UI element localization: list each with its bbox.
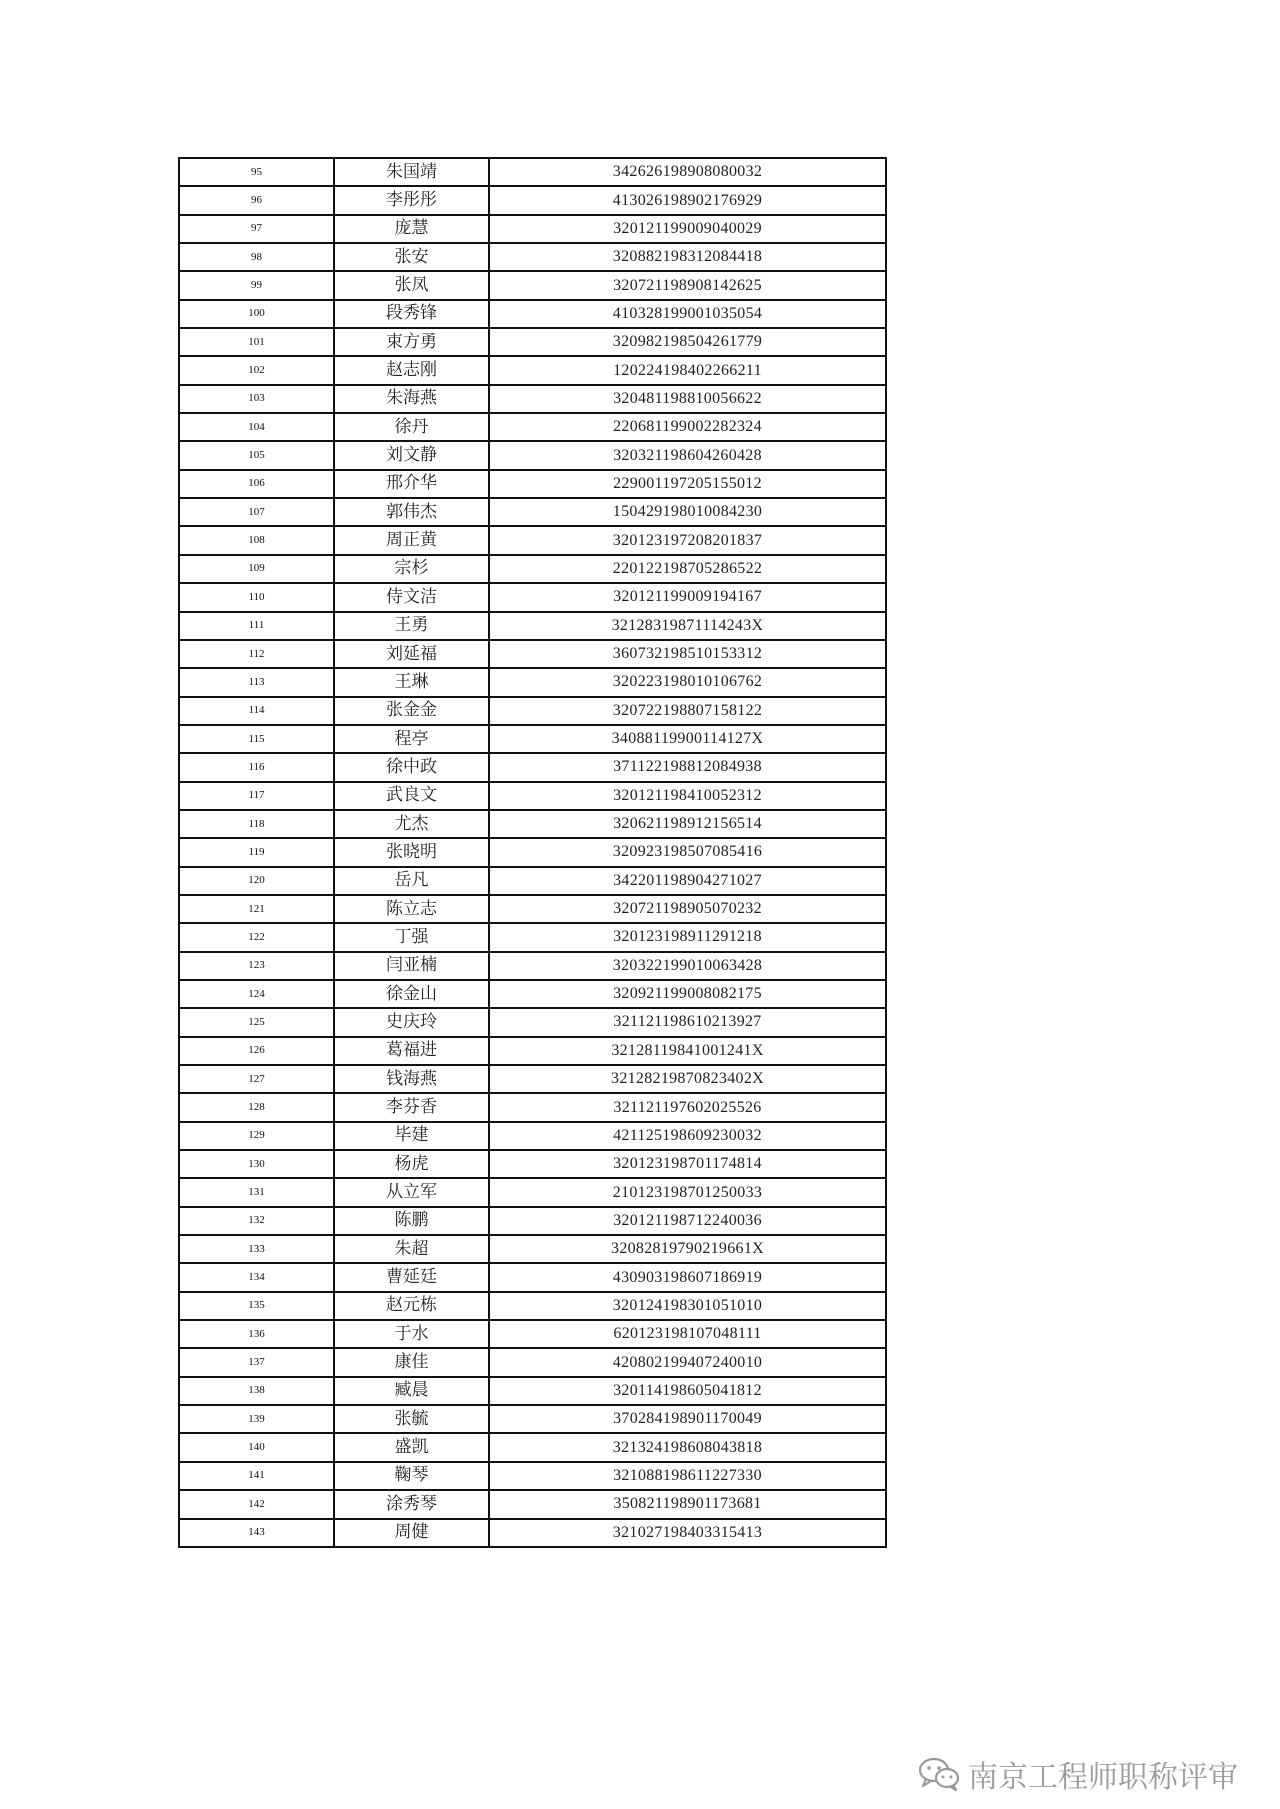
row-number: 102 bbox=[179, 356, 334, 384]
person-name: 从立军 bbox=[334, 1178, 489, 1206]
id-number: 320123198701174814 bbox=[489, 1150, 886, 1178]
id-number: 370284198901170049 bbox=[489, 1405, 886, 1433]
person-name: 赵志刚 bbox=[334, 356, 489, 384]
row-number: 115 bbox=[179, 725, 334, 753]
row-number: 117 bbox=[179, 782, 334, 810]
row-number: 140 bbox=[179, 1433, 334, 1461]
row-number: 143 bbox=[179, 1519, 334, 1547]
id-number: 321027198403315413 bbox=[489, 1519, 886, 1547]
id-number: 320722198807158122 bbox=[489, 697, 886, 725]
id-number: 32128119841001241X bbox=[489, 1037, 886, 1065]
table-row bbox=[179, 470, 886, 498]
row-number: 136 bbox=[179, 1320, 334, 1348]
row-number: 116 bbox=[179, 753, 334, 781]
row-number: 109 bbox=[179, 555, 334, 583]
table-row bbox=[179, 1490, 886, 1518]
id-number: 360732198510153312 bbox=[489, 640, 886, 668]
person-name: 朱国靖 bbox=[334, 158, 489, 186]
person-name: 丁强 bbox=[334, 923, 489, 951]
row-number: 141 bbox=[179, 1462, 334, 1490]
id-number: 320124198301051010 bbox=[489, 1292, 886, 1320]
row-number: 142 bbox=[179, 1490, 334, 1518]
table-row bbox=[179, 243, 886, 271]
person-name: 臧晨 bbox=[334, 1377, 489, 1405]
watermark bbox=[918, 1752, 1238, 1796]
person-name: 涂秀琴 bbox=[334, 1490, 489, 1518]
id-number: 320121199009040029 bbox=[489, 215, 886, 243]
table-row bbox=[179, 271, 886, 299]
row-number: 119 bbox=[179, 838, 334, 866]
id-number: 321121197602025526 bbox=[489, 1093, 886, 1121]
table-row bbox=[179, 356, 886, 384]
id-number: 421125198609230032 bbox=[489, 1122, 886, 1150]
table-row bbox=[179, 1348, 886, 1376]
id-number: 32128319871114243X bbox=[489, 612, 886, 640]
id-number: 320721198908142625 bbox=[489, 271, 886, 299]
row-number: 118 bbox=[179, 810, 334, 838]
person-name: 邢介华 bbox=[334, 470, 489, 498]
table-row bbox=[179, 1519, 886, 1547]
person-name: 刘延福 bbox=[334, 640, 489, 668]
id-number: 32082819790219661X bbox=[489, 1235, 886, 1263]
table-row bbox=[179, 640, 886, 668]
table-row bbox=[179, 923, 886, 951]
table-row bbox=[179, 186, 886, 214]
person-name: 庞慧 bbox=[334, 215, 489, 243]
id-number: 350821198901173681 bbox=[489, 1490, 886, 1518]
row-number: 131 bbox=[179, 1178, 334, 1206]
row-number: 95 bbox=[179, 158, 334, 186]
id-number: 320923198507085416 bbox=[489, 838, 886, 866]
id-number: 32128219870823402X bbox=[489, 1065, 886, 1093]
table-row bbox=[179, 980, 886, 1008]
id-number: 320121198410052312 bbox=[489, 782, 886, 810]
id-number: 320882198312084418 bbox=[489, 243, 886, 271]
id-number: 34088119900114127X bbox=[489, 725, 886, 753]
row-number: 106 bbox=[179, 470, 334, 498]
person-name: 郭伟杰 bbox=[334, 498, 489, 526]
row-number: 137 bbox=[179, 1348, 334, 1376]
id-number: 321324198608043818 bbox=[489, 1433, 886, 1461]
id-number: 371122198812084938 bbox=[489, 753, 886, 781]
row-number: 96 bbox=[179, 186, 334, 214]
person-name: 张金金 bbox=[334, 697, 489, 725]
id-number: 320481198810056622 bbox=[489, 385, 886, 413]
table-row bbox=[179, 300, 886, 328]
id-number: 420802199407240010 bbox=[489, 1348, 886, 1376]
table-row bbox=[179, 1207, 886, 1235]
row-number: 123 bbox=[179, 952, 334, 980]
person-name: 陈鹏 bbox=[334, 1207, 489, 1235]
id-number: 321088198611227330 bbox=[489, 1462, 886, 1490]
id-number: 321121198610213927 bbox=[489, 1008, 886, 1036]
person-name: 程亭 bbox=[334, 725, 489, 753]
person-name: 鞠琴 bbox=[334, 1462, 489, 1490]
person-name: 李芬香 bbox=[334, 1093, 489, 1121]
row-number: 124 bbox=[179, 980, 334, 1008]
table-row bbox=[179, 1008, 886, 1036]
id-number: 210123198701250033 bbox=[489, 1178, 886, 1206]
table-row bbox=[179, 1320, 886, 1348]
person-name: 王勇 bbox=[334, 612, 489, 640]
person-name: 李彤彤 bbox=[334, 186, 489, 214]
row-number: 129 bbox=[179, 1122, 334, 1150]
row-number: 122 bbox=[179, 923, 334, 951]
row-number: 132 bbox=[179, 1207, 334, 1235]
table-row bbox=[179, 1093, 886, 1121]
row-number: 101 bbox=[179, 328, 334, 356]
person-name: 侍文洁 bbox=[334, 583, 489, 611]
person-name: 史庆玲 bbox=[334, 1008, 489, 1036]
id-number: 320621198912156514 bbox=[489, 810, 886, 838]
person-name: 闫亚楠 bbox=[334, 952, 489, 980]
row-number: 125 bbox=[179, 1008, 334, 1036]
table-row bbox=[179, 1235, 886, 1263]
row-number: 100 bbox=[179, 300, 334, 328]
id-number: 320121198712240036 bbox=[489, 1207, 886, 1235]
person-name: 康佳 bbox=[334, 1348, 489, 1376]
table-row bbox=[179, 498, 886, 526]
id-number: 620123198107048111 bbox=[489, 1320, 886, 1348]
row-number: 121 bbox=[179, 895, 334, 923]
person-name: 徐金山 bbox=[334, 980, 489, 1008]
row-number: 110 bbox=[179, 583, 334, 611]
person-name: 朱海燕 bbox=[334, 385, 489, 413]
table-row bbox=[179, 413, 886, 441]
person-name: 徐中政 bbox=[334, 753, 489, 781]
row-number: 108 bbox=[179, 526, 334, 554]
row-number: 128 bbox=[179, 1093, 334, 1121]
id-number: 320123198911291218 bbox=[489, 923, 886, 951]
id-number: 320114198605041812 bbox=[489, 1377, 886, 1405]
table-row bbox=[179, 385, 886, 413]
person-name: 宗杉 bbox=[334, 555, 489, 583]
table-row bbox=[179, 441, 886, 469]
table-row bbox=[179, 867, 886, 895]
id-number: 342201198904271027 bbox=[489, 867, 886, 895]
roster-table bbox=[178, 157, 887, 1548]
person-name: 陈立志 bbox=[334, 895, 489, 923]
table-row bbox=[179, 1292, 886, 1320]
table-row bbox=[179, 158, 886, 186]
row-number: 139 bbox=[179, 1405, 334, 1433]
watermark-text: 南京工程师职称评审 bbox=[968, 1760, 1238, 1795]
id-number: 342626198908080032 bbox=[489, 158, 886, 186]
table-row bbox=[179, 1377, 886, 1405]
person-name: 周健 bbox=[334, 1519, 489, 1547]
person-name: 钱海燕 bbox=[334, 1065, 489, 1093]
table-row bbox=[179, 952, 886, 980]
wechat-icon bbox=[918, 1756, 960, 1792]
table-row bbox=[179, 1462, 886, 1490]
person-name: 盛凯 bbox=[334, 1433, 489, 1461]
table-row bbox=[179, 583, 886, 611]
row-number: 99 bbox=[179, 271, 334, 299]
row-number: 138 bbox=[179, 1377, 334, 1405]
id-number: 320721198905070232 bbox=[489, 895, 886, 923]
person-name: 张安 bbox=[334, 243, 489, 271]
person-name: 张毓 bbox=[334, 1405, 489, 1433]
id-number: 320921199008082175 bbox=[489, 980, 886, 1008]
table-row bbox=[179, 1150, 886, 1178]
person-name: 刘文静 bbox=[334, 441, 489, 469]
id-number: 320223198010106762 bbox=[489, 668, 886, 696]
row-number: 113 bbox=[179, 668, 334, 696]
id-number: 220681199002282324 bbox=[489, 413, 886, 441]
row-number: 112 bbox=[179, 640, 334, 668]
row-number: 130 bbox=[179, 1150, 334, 1178]
person-name: 岳凡 bbox=[334, 867, 489, 895]
person-name: 葛福进 bbox=[334, 1037, 489, 1065]
table-row bbox=[179, 1405, 886, 1433]
table-row bbox=[179, 697, 886, 725]
table-row bbox=[179, 215, 886, 243]
row-number: 133 bbox=[179, 1235, 334, 1263]
row-number: 135 bbox=[179, 1292, 334, 1320]
table-row bbox=[179, 782, 886, 810]
person-name: 尤杰 bbox=[334, 810, 489, 838]
person-name: 曹延廷 bbox=[334, 1263, 489, 1291]
person-name: 于水 bbox=[334, 1320, 489, 1348]
table-row bbox=[179, 612, 886, 640]
id-number: 220122198705286522 bbox=[489, 555, 886, 583]
table-row bbox=[179, 1178, 886, 1206]
id-number: 120224198402266211 bbox=[489, 356, 886, 384]
row-number: 103 bbox=[179, 385, 334, 413]
table-row bbox=[179, 526, 886, 554]
id-number: 320321198604260428 bbox=[489, 441, 886, 469]
row-number: 107 bbox=[179, 498, 334, 526]
id-number: 320123197208201837 bbox=[489, 526, 886, 554]
row-number: 126 bbox=[179, 1037, 334, 1065]
row-number: 104 bbox=[179, 413, 334, 441]
id-number: 229001197205155012 bbox=[489, 470, 886, 498]
person-name: 武良文 bbox=[334, 782, 489, 810]
table-row bbox=[179, 328, 886, 356]
row-number: 97 bbox=[179, 215, 334, 243]
person-name: 朱超 bbox=[334, 1235, 489, 1263]
table-row bbox=[179, 1122, 886, 1150]
row-number: 127 bbox=[179, 1065, 334, 1093]
row-number: 111 bbox=[179, 612, 334, 640]
id-number: 320121199009194167 bbox=[489, 583, 886, 611]
person-name: 徐丹 bbox=[334, 413, 489, 441]
roster-body bbox=[179, 158, 886, 1547]
person-name: 段秀锋 bbox=[334, 300, 489, 328]
table-row bbox=[179, 895, 886, 923]
table-row bbox=[179, 555, 886, 583]
id-number: 413026198902176929 bbox=[489, 186, 886, 214]
table-row bbox=[179, 668, 886, 696]
table-row bbox=[179, 1037, 886, 1065]
person-name: 张晓明 bbox=[334, 838, 489, 866]
id-number: 320982198504261779 bbox=[489, 328, 886, 356]
person-name: 杨虎 bbox=[334, 1150, 489, 1178]
id-number: 430903198607186919 bbox=[489, 1263, 886, 1291]
row-number: 134 bbox=[179, 1263, 334, 1291]
person-name: 张凤 bbox=[334, 271, 489, 299]
id-number: 150429198010084230 bbox=[489, 498, 886, 526]
person-name: 毕建 bbox=[334, 1122, 489, 1150]
row-number: 98 bbox=[179, 243, 334, 271]
table-row bbox=[179, 810, 886, 838]
person-name: 周正黄 bbox=[334, 526, 489, 554]
table-row bbox=[179, 753, 886, 781]
row-number: 120 bbox=[179, 867, 334, 895]
table-row bbox=[179, 1263, 886, 1291]
person-name: 束方勇 bbox=[334, 328, 489, 356]
person-name: 赵元栋 bbox=[334, 1292, 489, 1320]
id-number: 410328199001035054 bbox=[489, 300, 886, 328]
id-number: 320322199010063428 bbox=[489, 952, 886, 980]
table-row bbox=[179, 1065, 886, 1093]
table-row bbox=[179, 725, 886, 753]
person-name: 王琳 bbox=[334, 668, 489, 696]
row-number: 114 bbox=[179, 697, 334, 725]
row-number: 105 bbox=[179, 441, 334, 469]
table-row bbox=[179, 1433, 886, 1461]
table-row bbox=[179, 838, 886, 866]
